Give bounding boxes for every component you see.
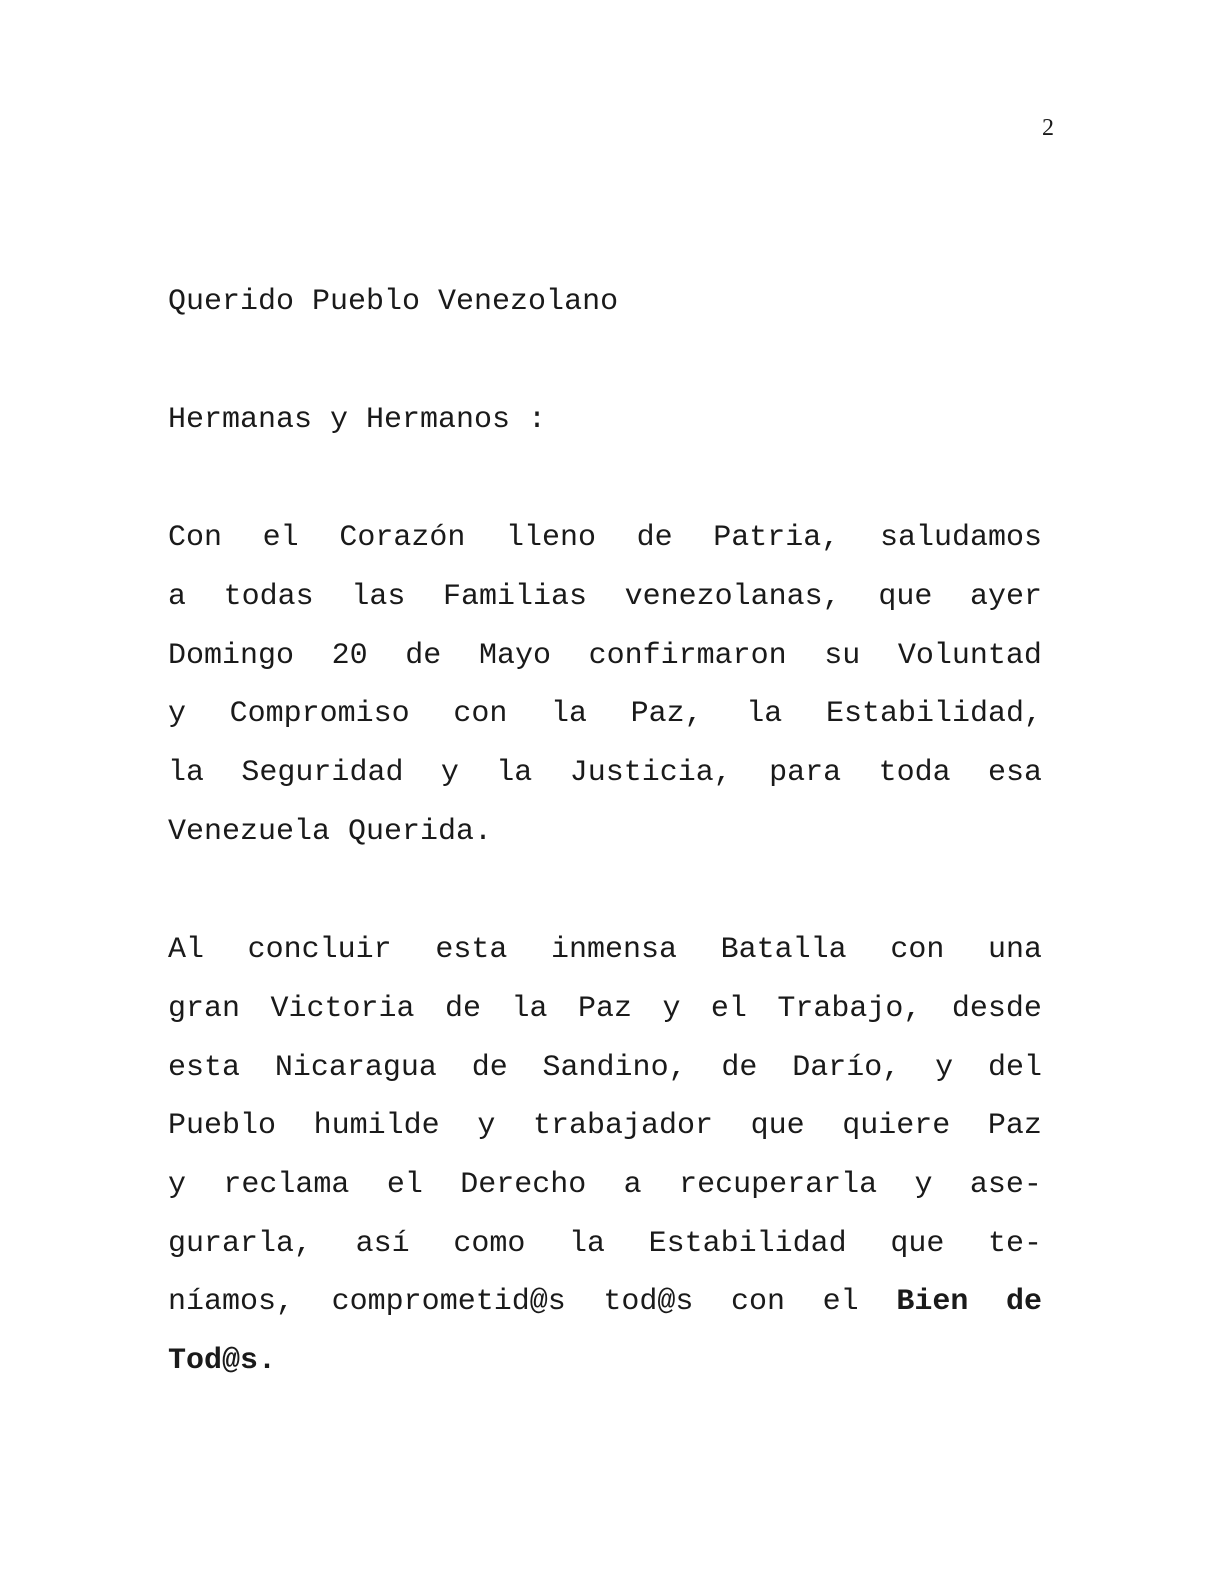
word: a bbox=[168, 579, 187, 614]
word: Mayo bbox=[478, 638, 551, 673]
word: Sandino, bbox=[542, 1050, 687, 1085]
word: a bbox=[623, 1168, 642, 1203]
page-number: 2 bbox=[1042, 115, 1054, 141]
paragraph-2-line-5 bbox=[168, 1165, 1042, 1205]
paragraph-1-line-2 bbox=[168, 577, 1042, 617]
word: y bbox=[477, 1109, 496, 1144]
paragraph-1-line-5 bbox=[168, 753, 1042, 793]
word: y bbox=[662, 991, 681, 1026]
word: Domingo bbox=[168, 638, 295, 673]
word: Nicaragua bbox=[274, 1050, 437, 1085]
word: la bbox=[168, 756, 205, 791]
word: para bbox=[769, 756, 842, 791]
word: comprometid@s bbox=[331, 1285, 566, 1319]
word: trabajador bbox=[532, 1109, 713, 1144]
paragraph-1-line-4 bbox=[168, 694, 1042, 734]
word: gurarla, bbox=[168, 1227, 313, 1261]
word: Trabajo, bbox=[777, 991, 922, 1026]
word: humilde bbox=[313, 1109, 440, 1144]
word: 20 bbox=[331, 638, 368, 673]
word: ase- bbox=[969, 1168, 1042, 1203]
word: el bbox=[262, 521, 299, 555]
bold-word: Bien bbox=[896, 1285, 969, 1319]
word: lleno bbox=[505, 521, 596, 555]
word: con bbox=[890, 933, 945, 967]
word: confirmaron bbox=[588, 638, 787, 673]
word: que bbox=[878, 579, 933, 614]
word: y bbox=[168, 697, 187, 732]
word: y bbox=[440, 756, 459, 791]
word: la bbox=[511, 991, 548, 1026]
word: Estabilidad bbox=[648, 1227, 847, 1261]
word: Pueblo bbox=[168, 1109, 277, 1144]
word: tod@s bbox=[603, 1285, 694, 1319]
word: el bbox=[386, 1168, 423, 1203]
word: Estabilidad, bbox=[825, 697, 1042, 732]
word: toda bbox=[878, 756, 951, 791]
word: del bbox=[987, 1050, 1042, 1085]
word: Al bbox=[168, 933, 205, 967]
word: Voluntad bbox=[897, 638, 1042, 673]
word: inmensa bbox=[550, 933, 678, 967]
word: esta bbox=[168, 1050, 241, 1085]
word: de bbox=[471, 1050, 508, 1085]
word: Seguridad bbox=[241, 756, 404, 791]
word: una bbox=[987, 933, 1042, 967]
word: el bbox=[822, 1285, 859, 1319]
salutation-line-2: Hermanas y Hermanos : bbox=[168, 403, 547, 437]
word: la bbox=[496, 756, 533, 791]
word: esa bbox=[987, 756, 1042, 791]
word: Patria, bbox=[713, 521, 840, 555]
paragraph-2-line-3 bbox=[168, 1048, 1042, 1088]
paragraph-2-line-1 bbox=[168, 930, 1042, 970]
word: Corazón bbox=[339, 521, 466, 555]
word: esta bbox=[435, 933, 508, 967]
word: Compromiso bbox=[229, 697, 410, 732]
word: Victoria bbox=[270, 991, 415, 1026]
word: con bbox=[731, 1285, 786, 1319]
word: reclama bbox=[223, 1168, 350, 1203]
word: venezolanas, bbox=[624, 579, 841, 614]
word: así bbox=[355, 1227, 410, 1261]
word: Familias bbox=[442, 579, 587, 614]
word: Paz bbox=[577, 991, 632, 1026]
word: el bbox=[710, 991, 747, 1026]
word: de bbox=[721, 1050, 758, 1085]
word: las bbox=[351, 579, 406, 614]
salutation-line-1: Querido Pueblo Venezolano bbox=[168, 285, 619, 319]
word: y bbox=[935, 1050, 954, 1085]
word: saludamos bbox=[879, 521, 1042, 555]
word: su bbox=[824, 638, 861, 673]
word: Derecho bbox=[460, 1168, 587, 1203]
paragraph-2-line-2 bbox=[168, 989, 1042, 1029]
word: ayer bbox=[969, 579, 1042, 614]
word: Paz bbox=[987, 1109, 1042, 1144]
word: todas bbox=[223, 579, 314, 614]
word: que bbox=[890, 1227, 945, 1261]
word: la bbox=[568, 1227, 605, 1261]
word: como bbox=[453, 1227, 526, 1261]
paragraph-2-line-6 bbox=[168, 1224, 1042, 1264]
bold-word: de bbox=[1005, 1285, 1042, 1319]
word: concluir bbox=[247, 933, 392, 967]
word: y bbox=[914, 1168, 933, 1203]
word: Con bbox=[168, 521, 223, 555]
word: y bbox=[168, 1168, 187, 1203]
word: níamos, bbox=[168, 1285, 295, 1319]
word: de bbox=[636, 521, 673, 555]
word: que bbox=[750, 1109, 805, 1144]
word: de bbox=[444, 991, 481, 1026]
word: desde bbox=[951, 991, 1042, 1026]
word: con bbox=[453, 697, 508, 732]
word: recuperarla bbox=[679, 1168, 878, 1203]
word: la bbox=[746, 697, 783, 732]
paragraph-2-line-4 bbox=[168, 1106, 1042, 1146]
word: la bbox=[550, 697, 587, 732]
paragraph-1-line-1 bbox=[168, 518, 1042, 558]
word: Paz, bbox=[630, 697, 703, 732]
word: Batalla bbox=[720, 933, 847, 967]
word: gran bbox=[168, 991, 241, 1026]
paragraph-1-last-line: Venezuela Querida. bbox=[168, 815, 493, 849]
paragraph-1-line-3 bbox=[168, 636, 1042, 676]
paragraph-2-last-line: Tod@s. bbox=[168, 1344, 277, 1378]
paragraph-2-line-7 bbox=[168, 1282, 1042, 1322]
word: quiere bbox=[842, 1109, 951, 1144]
word: Darío, bbox=[792, 1050, 901, 1085]
word: de bbox=[405, 638, 442, 673]
word: te- bbox=[987, 1227, 1042, 1261]
word: Justicia, bbox=[569, 756, 732, 791]
